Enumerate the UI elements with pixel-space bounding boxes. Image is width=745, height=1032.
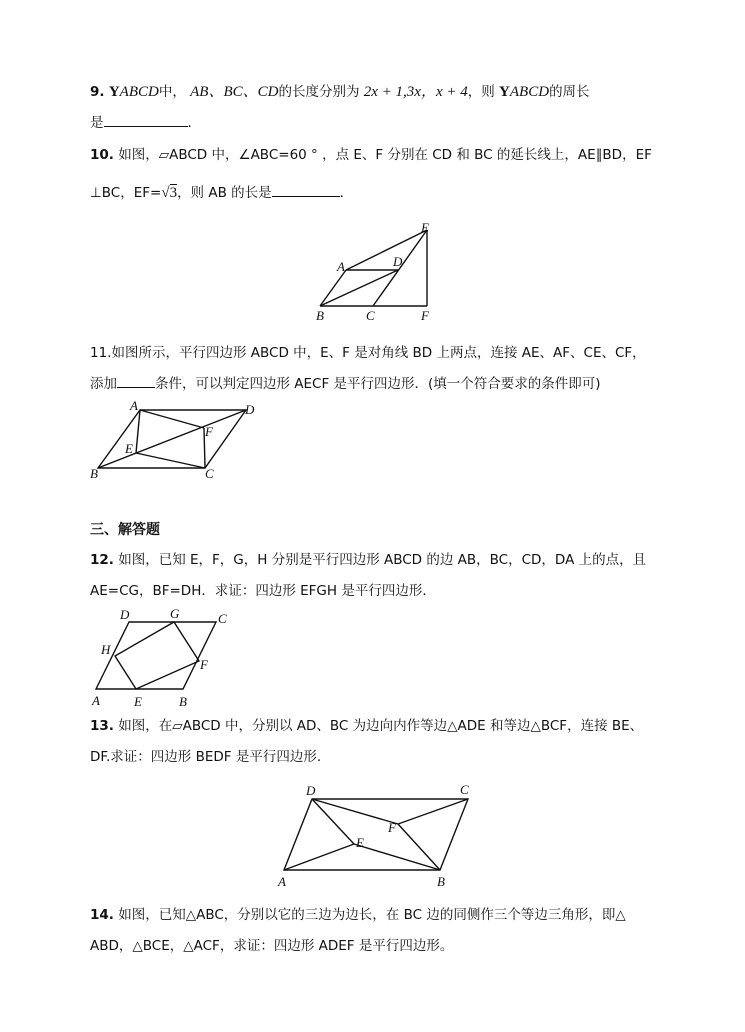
sqrt-sign: √ bbox=[161, 185, 170, 201]
q10-text: . bbox=[339, 185, 344, 201]
segment-CE bbox=[136, 453, 205, 468]
q13-number: 13. bbox=[90, 718, 114, 734]
q9-number: 9. bbox=[90, 84, 105, 100]
q10-text: 如图，▱ABCD 中，∠ABC=60 ° ，点 E、F 分别在 CD 和 BC 的延长线上，AE∥BD，EF bbox=[118, 147, 652, 163]
label-G: G bbox=[170, 606, 180, 621]
q10-line2 bbox=[90, 184, 344, 202]
q9-text: ，则 bbox=[467, 84, 495, 100]
label-C: C bbox=[205, 466, 214, 481]
q11-line1: 11.如图所示，平行四边形 ABCD 中，E、F 是对角线 BD 上两点，连接 AE、AF、CE、CF， bbox=[90, 345, 646, 361]
q11-text: 添加 bbox=[90, 376, 117, 392]
label-E: E bbox=[356, 835, 364, 850]
sqrt-value: 3 bbox=[169, 185, 178, 201]
label-E: E bbox=[421, 220, 429, 235]
q9-text: 中， bbox=[158, 84, 186, 100]
q14-number: 14. bbox=[90, 907, 114, 923]
q12-number: 12. bbox=[90, 552, 114, 568]
label-F: F bbox=[388, 820, 396, 835]
q10-text: ⊥BC，EF= bbox=[90, 185, 162, 201]
label-C: C bbox=[218, 611, 227, 626]
label-D: D bbox=[120, 607, 130, 622]
q9-shape-name: ABCD bbox=[509, 84, 550, 100]
label-B: B bbox=[90, 466, 98, 481]
q11-line2 bbox=[90, 375, 601, 393]
label-A: A bbox=[92, 693, 100, 708]
label-A: A bbox=[278, 874, 286, 889]
label-E: E bbox=[134, 694, 142, 709]
q9-text: . bbox=[187, 115, 192, 131]
segment-AE bbox=[346, 230, 427, 270]
q11-text: 条件，可以判定四边形 AECF 是平行四边形．(填一个符合要求的条件即可) bbox=[155, 376, 601, 392]
label-E: E bbox=[125, 441, 133, 456]
label-H: H bbox=[101, 642, 111, 657]
label-C: C bbox=[366, 308, 375, 323]
q14-text: 如图，已知△ABC，分别以它的三边为边长，在 BC 边的同侧作三个等边三角形，即△ bbox=[118, 907, 626, 923]
label-F: F bbox=[205, 424, 213, 439]
q9-line1 bbox=[90, 83, 590, 101]
segment-AF bbox=[140, 410, 204, 428]
figure-q13 bbox=[272, 778, 482, 893]
label-F: F bbox=[200, 657, 208, 672]
q12-line2: AE=CG，BF=DH．求证：四边形 EFGH 是平行四边形． bbox=[90, 583, 436, 599]
q9-shape-name: ABCD bbox=[119, 84, 159, 100]
q9-segments: AB、BC、CD bbox=[190, 84, 279, 100]
label-D: D bbox=[245, 402, 255, 417]
label-B: B bbox=[316, 308, 324, 323]
figure-q10 bbox=[300, 220, 450, 325]
q9-text: 的周长 bbox=[549, 84, 590, 100]
answer-blank[interactable] bbox=[117, 375, 155, 388]
q9-line2 bbox=[90, 114, 192, 132]
answer-blank[interactable] bbox=[104, 114, 188, 127]
q10-number: 10. bbox=[90, 147, 114, 163]
q13-line1 bbox=[90, 717, 643, 735]
q9-expressions: 2x + 1,3x，x + 4 bbox=[363, 84, 468, 100]
q12-text: 如图，已知 E，F，G，H 分别是平行四边形 ABCD 的边 AB，BC，CD，DA 上的点，且 bbox=[118, 552, 647, 568]
q13-line2: DF.求证：四边形 BEDF 是平行四边形. bbox=[90, 749, 322, 765]
label-F: F bbox=[421, 308, 429, 323]
triangle-ADE bbox=[284, 799, 354, 870]
parallelogram-symbol: Y bbox=[108, 84, 120, 100]
segment-DF bbox=[312, 799, 398, 824]
q12-line1 bbox=[90, 551, 646, 569]
label-A: A bbox=[337, 259, 345, 274]
figure-q11 bbox=[88, 398, 263, 483]
q10-line1 bbox=[90, 146, 652, 164]
label-B: B bbox=[437, 874, 445, 889]
q10-text: ，则 AB 的长是 bbox=[177, 185, 272, 201]
q9-text: 的长度分别为 bbox=[278, 84, 360, 100]
q14-line1 bbox=[90, 906, 626, 924]
q9-text: 是 bbox=[90, 115, 104, 131]
segment-AE bbox=[136, 410, 140, 453]
label-A: A bbox=[130, 398, 138, 413]
triangle-BCF bbox=[398, 799, 468, 870]
figure-q12 bbox=[88, 606, 238, 711]
label-C: C bbox=[460, 782, 469, 797]
q14-line2: ABD，△BCE，△ACF，求证：四边形 ADEF 是平行四边形。 bbox=[90, 938, 454, 954]
q13-text: 如图，在▱ABCD 中，分别以 AD、BC 为边向内作等边△ADE 和等边△BCF，连接 BE、 bbox=[118, 718, 644, 734]
label-D: D bbox=[306, 783, 316, 798]
answer-blank[interactable] bbox=[272, 184, 340, 197]
quadrilateral-EFGH bbox=[115, 622, 199, 689]
parallelogram-symbol: Y bbox=[499, 84, 510, 100]
segment-BE bbox=[354, 844, 440, 870]
label-B: B bbox=[179, 694, 187, 709]
label-D: D bbox=[393, 254, 403, 269]
section-heading: 三、解答题 bbox=[90, 522, 160, 538]
